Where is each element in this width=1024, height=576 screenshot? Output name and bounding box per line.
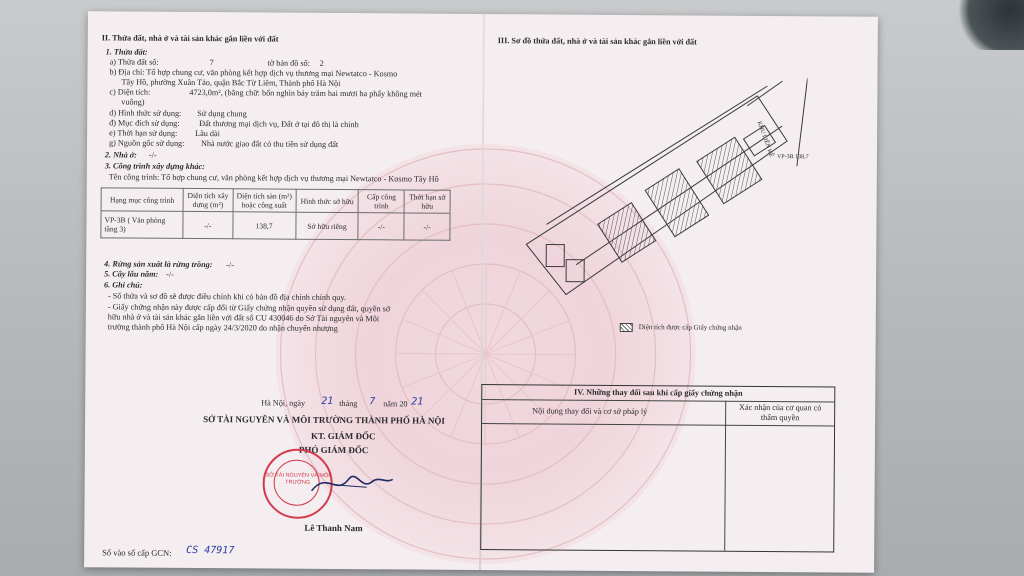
term-label: e) Thời hạn sử dụng: xyxy=(109,128,178,138)
note-line-2: - Giấy chứng nhận này được cấp đổi từ Giấy chứng nhận quyền sử dụng đất, quyền sở xyxy=(107,302,391,314)
address-line-2: Tây Hồ, phường Xuân Tảo, quận Bắc Từ Liêm, Thành phố Hà Nội xyxy=(121,77,341,89)
table-header: Thời hạn sở hữu xyxy=(404,190,450,213)
authority-name: SỞ TÀI NGUYÊN VÀ MÔI TRƯỜNG THÀNH PHỐ HÀ NỘI xyxy=(203,414,445,426)
changes-col-content: Nội dung thay đổi và cơ sở pháp lý xyxy=(532,406,648,417)
forest-value: -/- xyxy=(226,260,234,270)
usage-form-label: d) Hình thức sử dụng: xyxy=(109,108,182,118)
parcel-number: 7 xyxy=(209,58,214,68)
table-cell: -/- xyxy=(404,213,450,240)
notes-heading: 6. Ghi chú: xyxy=(104,280,143,290)
map-sheet-label: tờ bản đồ số: xyxy=(267,58,310,68)
table-cell: Sở hữu riêng xyxy=(295,212,358,239)
issue-day: 21 xyxy=(321,395,334,407)
construction-name: Tên công trình: Tổ hợp chung cư, văn phòng kết hợp dịch vụ thương mại Newtatco - Kosmo Tây Hồ xyxy=(108,172,439,184)
table-cell: -/- xyxy=(183,211,233,238)
section-ii-title: II. Thửa đất, nhà ở và tài sản khác gắn liền với đất xyxy=(101,33,279,44)
section-iii-title: III. Sơ đồ thửa đất, nhà ở và tài sản khác gắn liền với đất xyxy=(497,36,697,47)
changes-column-divider xyxy=(481,399,726,551)
purpose-label: đ) Mục đích sử dụng: xyxy=(109,118,180,128)
area-value: 4723,0m², (bằng chữ: bốn nghìn bảy trăm hai mươi ba phẩy không mét xyxy=(189,87,423,99)
changes-panel xyxy=(480,384,835,552)
house-heading: 2. Nhà ở: xyxy=(104,150,137,160)
register-label: Số vào sổ cấp GCN: xyxy=(102,547,172,558)
table-header: Cấp công trình xyxy=(359,190,405,213)
vice-director-title: PHÓ GIÁM ĐỐC xyxy=(298,444,369,456)
origin-value: Nhà nước giao đất có thu tiền sử dụng đất xyxy=(200,139,339,149)
unit-label: VP-3B 138,7 xyxy=(776,154,809,161)
construction-heading: 3. Công trình xây dựng khác: xyxy=(104,161,205,172)
area-value-cont: vuông) xyxy=(121,97,145,107)
table-cell: 138,7 xyxy=(233,212,296,239)
register-number: CS 47917 xyxy=(186,544,235,557)
note-line-3: hữu nhà ở và tài sản khác gắn liền với đất số CU 430046 do Sở Tài nguyên và Môi xyxy=(107,312,380,324)
table-cell: VP-3B ( Văn phòng tầng 3) xyxy=(101,211,183,239)
land-certificate-page xyxy=(84,11,878,573)
dark-object-corner xyxy=(954,0,1024,50)
table-header: Diện tích xây dựng (m²) xyxy=(183,188,233,211)
table-header: Diện tích sàn (m²) hoặc công suất xyxy=(233,189,296,212)
legend-text: Diện tích được cấp Giấy chứng nhận xyxy=(638,323,742,332)
road-label: KHU LIÊN KỀ xyxy=(755,120,774,159)
stamp-text: SỞ TÀI NGUYÊN VÀ MÔI TRƯỜNG xyxy=(265,472,330,486)
origin-label: g) Nguồn gốc sử dụng: xyxy=(109,138,185,148)
construction-table xyxy=(100,187,450,240)
house-value: -/- xyxy=(148,150,157,160)
note-line-1: - Số thửa và sơ đồ sẽ được điều chỉnh khi có bản đồ địa chính chính quy. xyxy=(107,291,347,303)
table-row xyxy=(101,211,450,240)
table-header: Hạng mục công trình xyxy=(101,188,183,212)
table-header: Hình thức sở hữu xyxy=(296,189,359,212)
signer-name: Lê Thanh Nam xyxy=(304,522,363,534)
signature-icon xyxy=(307,461,397,502)
issue-year-label: năm 20 xyxy=(383,399,408,409)
purpose-value: Đất thương mại dịch vụ, Đất ở tại đô thị là chính xyxy=(199,119,359,130)
hatch-legend-swatch xyxy=(620,323,633,332)
floor-plan-diagram xyxy=(506,74,808,306)
perennial-heading: 5. Cây lâu năm: xyxy=(104,269,159,279)
perennial-value: -/- xyxy=(166,269,174,279)
changes-panel-title: IV. Những thay đổi sau khi cấp giấy chứng nhận xyxy=(482,385,834,402)
parcel-heading: 1. Thửa đất: xyxy=(105,47,148,57)
map-sheet-number: 2 xyxy=(319,58,324,68)
forest-heading: 4. Rừng sản xuất là rừng trồng: xyxy=(104,259,213,270)
issue-month-label: tháng xyxy=(339,399,358,409)
usage-form-value: Sử dụng chung xyxy=(197,109,247,119)
table-header-row xyxy=(101,188,450,213)
issue-year: 21 xyxy=(411,396,424,408)
issue-date-prefix: Hà Nội, ngày xyxy=(261,398,306,408)
issue-month: 7 xyxy=(369,396,376,408)
term-value: Lâu dài xyxy=(195,129,220,139)
address-line-1: b) Địa chỉ: Tổ hợp chung cư, văn phòng kết hợp dịch vụ thương mại Newtatco - Kosmo xyxy=(109,67,398,79)
area-label: c) Diện tích: xyxy=(109,87,151,97)
changes-col-confirm: Xác nhận của cơ quan có thẩm quyền xyxy=(739,402,822,423)
deputy-title: KT. GIÁM ĐỐC xyxy=(310,430,376,442)
note-line-4: trường thành phố Hà Nội cấp ngày 24/3/2020 do nhận chuyển nhượng xyxy=(107,322,338,334)
table-cell: -/- xyxy=(358,213,404,240)
parcel-number-label: a) Thửa đất số: xyxy=(109,57,159,67)
